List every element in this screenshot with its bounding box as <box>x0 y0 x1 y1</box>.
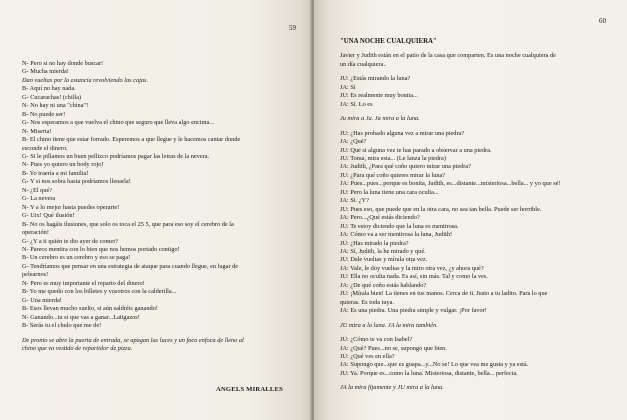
dialogue-line: JU: Ya. Porque es...como la luna. Misteriosa, distante, bella... perfecta. <box>340 369 518 377</box>
dialogue-line: esconde el dinero. <box>22 144 68 152</box>
right-page <box>314 0 627 420</box>
dialogue-line: JU: ¿Qué ves en ella? <box>340 352 395 360</box>
dialogue-line: B- Esos llevan mucho suelto, si aún saldréis ganando! <box>22 305 158 313</box>
dialogue-line: JA: Supongo que...que es guapa...y...No se! Lo que vea me gusta y ya está. <box>340 361 529 369</box>
dialogue-line: N- Miseria! <box>22 127 52 135</box>
dialogue-line: Javier y Judith están en el patio de la casa que comparten. Es una noche cualquiera de <box>340 52 556 60</box>
dialogue-line: JU: ¿Estás mirando la luna? <box>340 75 411 83</box>
dialogue-line: N- Pero es muy importante el reparto del dinero! <box>22 279 145 287</box>
dialogue-line: B- No puede ser! <box>22 110 66 118</box>
dialogue-line: B- Serás tu el chulo que me de! <box>22 322 102 330</box>
dialogue-line: JA: Pues...pues...porque es bonita, Judith, es...distante...misteriosa...bella... y yo que sé! <box>340 180 561 188</box>
play-title: "UNA NOCHE CUALQUIERA" <box>340 38 437 45</box>
left-page-text <box>22 60 287 353</box>
dialogue-line: JU: Es realmente muy bonita... <box>340 92 418 100</box>
dialogue-line: JA: Sí. Lo es <box>340 100 373 108</box>
dialogue-line: quieras. Es toda tuya. <box>340 298 395 306</box>
right-page-text <box>340 38 615 393</box>
dialogue-line: N- Y a lo mejor hasta puedes operarte! <box>22 203 120 211</box>
dialogue-line: G- Nos esperamos a que vuelva el chino que seguro que lleva algo encima... <box>22 119 214 127</box>
dialogue-line: JU: Dale vueltas y mírala otra vez. <box>340 256 428 264</box>
dialogue-line: G- Tendríamos que pensar en una estrategia de ataque para cuando llegue, en lugar de <box>22 262 239 270</box>
dialogue-line: JU: ¿Has probado alguna vez a mirar una piedra? <box>340 129 465 137</box>
dialogue-line: JA: Judith, ¿Para qué coño quiero mirar una piedra? <box>340 163 471 171</box>
dialogue-line: B- Yo traería a mi familia! <box>22 169 89 177</box>
dialogue-line: pelearnos! <box>22 271 49 279</box>
dialogue-line: G- Uix! Qué ilusión! <box>22 212 75 220</box>
dialogue-line: JA: Vale, le doy vueltas y la miro otra vez, ¿y ahora qué? <box>340 264 484 272</box>
stage-direction: Dan vueltas por la estancia revolviendo las cajas. <box>22 76 149 84</box>
dialogue-line: N- Parece mentira con lo bien que nos hemos portado contigo! <box>22 245 180 253</box>
dialogue-line: JU: ¿Has mirado la piedra? <box>340 239 409 247</box>
dialogue-line: JA: Es una piedra. Una piedra simple y vulgar. ¡Por favor! <box>340 307 487 315</box>
dialogue-line: B- Aquí no hay nada. <box>22 85 76 93</box>
right-page-number: 60 <box>599 17 606 25</box>
dialogue-line: N- Pues yo quiero un body rojo! <box>22 161 104 169</box>
dialogue-line: N- Pero si no hay donde buscar! <box>22 60 104 67</box>
dialogue-line: un día cualquiera.. <box>340 60 387 68</box>
dialogue-line: G- Cucarachas! (chilla) <box>22 93 82 101</box>
author-name: ANGELS MIRALLES <box>216 386 283 393</box>
dialogue-line: JU: ¡Mírala bien! La tienes en tus manos. Cerca de ti. Justo a tu ladito. Para lo que <box>340 290 548 298</box>
dialogue-line: JA: Sí <box>340 83 356 91</box>
dialogue-line: operación! <box>22 229 49 237</box>
dialogue-line: B- El chino tiene que estar forrado. Esperemos a que llegue y le hacemos cantar donde <box>22 136 241 144</box>
dialogue-line: JA: Cómo va a ser mentirosa la luna, Judith! <box>340 231 453 239</box>
left-page <box>0 0 312 420</box>
left-page-number: 59 <box>289 24 296 32</box>
stage-direction: JA la mira fijamente y JU mira a la luna. <box>340 384 444 392</box>
dialogue-line: G- Si le pillamos un buen pellizco podríamos pagar las letras de la nevera. <box>22 152 210 160</box>
dialogue-line: JU: Que si alguna vez te has parado a observar a una piedra. <box>340 146 492 154</box>
dialogue-line: JU: ¿Cómo te va con Isabel? <box>340 336 413 344</box>
dialogue-line: JA: Sí, Judith, la he mirado y qué. <box>340 247 426 255</box>
dialogue-line: G- Mucha mierda! <box>22 68 69 76</box>
dialogue-line: JA: ¿Qué? <box>340 138 367 146</box>
dialogue-line: JU: Ella no oculta nada. Es así, sin más. Tal y como la ves. <box>340 273 488 281</box>
dialogue-line: JA: Si. ¿Y? <box>340 197 369 205</box>
dialogue-line: JU: Te estoy diciendo que la luna es mentirosa. <box>340 222 459 230</box>
dialogue-line: G- La nevera <box>22 195 56 203</box>
stage-direction: JU mira a la luna. JA la mira también. <box>340 321 438 329</box>
stage-direction: Ju mira a Ja. Ja mira a la luna. <box>340 115 420 123</box>
dialogue-line: G- Y si nos sobra hasta podríamos llenarla! <box>22 178 131 186</box>
dialogue-line: B- Un cerebro es un cerebro y eso se paga! <box>22 254 131 262</box>
stage-direction: De pronto se abre la puerta de entrada, se apagan las luces y un foco enfoca de lleno al <box>22 336 244 344</box>
dialogue-line: JA: Pero...¿Qué estás diciendo? <box>340 214 420 222</box>
dialogue-line: N- ¿El qué? <box>22 186 53 194</box>
dialogue-line: JA: ¿De qué coño estás hablando? <box>340 281 427 289</box>
dialogue-line: N- Ganando...tu si que vas a ganar...Latigazos! <box>22 313 140 321</box>
dialogue-line: N- No hay ni una "china"! <box>22 102 89 110</box>
stage-direction: chino que va vestido de repartidor de pizza. <box>22 344 133 352</box>
dialogue-line: B- No os hagáis ilusiones, que solo os toca el 25 5, que para eso soy el cerebro de la <box>22 220 234 228</box>
dialogue-line: JU: ¿Para qué coño quieres mirar la luna? <box>340 171 446 179</box>
dialogue-line: G- ¿Y a ti quién te dio ayer de comer? <box>22 237 119 245</box>
dialogue-line: JU: Pues eso, que puede que en la otra cara, no sea tan bella. Puede ser horrible. <box>340 205 542 213</box>
dialogue-line: JU: Toma, mira esta... (Le lanza la piedra) <box>340 154 446 162</box>
dialogue-line: JA: ¿Qué? Pues...no se, supongo que bien. <box>340 344 447 352</box>
dialogue-line: G- Una mierda! <box>22 296 62 304</box>
dialogue-line: B- Yo me quedo con los billetes y vosotros con la calderilla... <box>22 288 177 296</box>
dialogue-line: JU: Pero la luna tiene una cara oculta... <box>340 188 439 196</box>
